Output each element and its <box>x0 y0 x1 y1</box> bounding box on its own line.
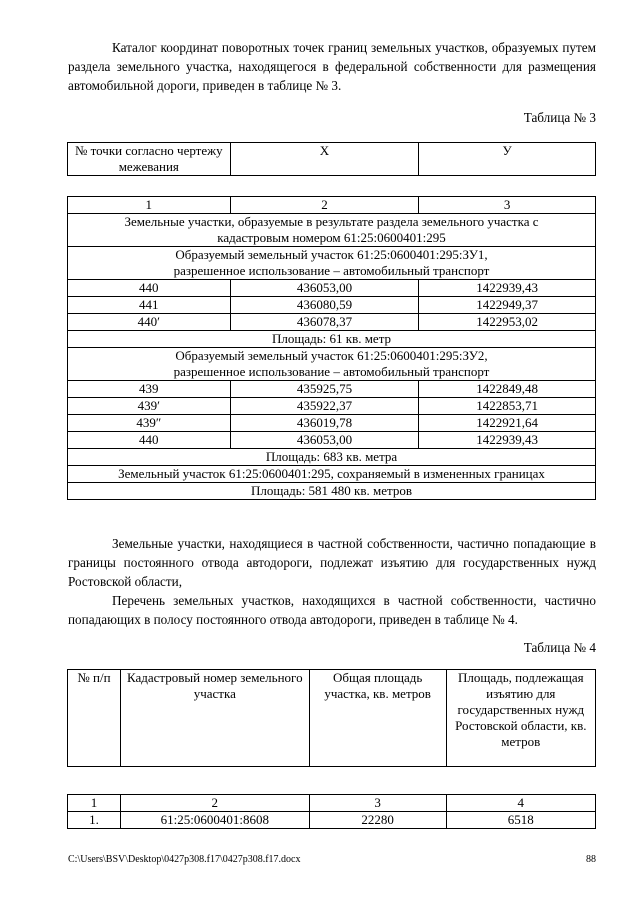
header-cadastral-number: Кадастровый номер земельного участка <box>120 670 309 767</box>
table-cell: 436019,78 <box>230 415 419 432</box>
header-x: X <box>230 143 419 176</box>
table-cell: 6518 <box>446 812 595 829</box>
table-row <box>68 415 596 432</box>
table-cell: 439 <box>68 381 231 398</box>
table-cell: 1 <box>68 197 231 214</box>
table-cell: 2 <box>120 795 309 812</box>
table4-body <box>67 794 596 829</box>
parcel2-area: Площадь: 683 кв. метра <box>68 449 596 466</box>
parcel1-area-row <box>68 331 596 348</box>
parcel1-area: Площадь: 61 кв. метр <box>68 331 596 348</box>
table-cell: 435925,75 <box>230 381 419 398</box>
table-cell: 436053,00 <box>230 432 419 449</box>
table-cell: 1422953,02 <box>419 314 596 331</box>
table-cell: 1422853,71 <box>419 398 596 415</box>
header-y: У <box>419 143 596 176</box>
table-row <box>68 314 596 331</box>
table-row <box>68 280 596 297</box>
table-cell: 2 <box>230 197 419 214</box>
parcel1-title-row <box>68 247 596 280</box>
table3-numbering-row <box>68 197 596 214</box>
table4-numbering-row <box>68 795 596 812</box>
table3-header <box>67 142 596 176</box>
table-cell: 435922,37 <box>230 398 419 415</box>
table-cell: 440 <box>68 432 231 449</box>
table4-header-row <box>68 670 596 767</box>
table-cell: 439′ <box>68 398 231 415</box>
paragraph-seizure: Земельные участки, находящиеся в частной собственности, частично попадающие в границы постоянного отвода автодороги, подлежат изъятию для государственных нужд Ростовской области, <box>68 536 596 589</box>
table-cell: 22280 <box>309 812 446 829</box>
page-number: 88 <box>586 854 596 865</box>
header-point-number: № точки согласно чертежу межевания <box>68 143 231 176</box>
footer-file-path: C:\Users\BSV\Desktop\0427p308.f17\0427p308.f17.docx <box>68 854 301 865</box>
retained-area: Площадь: 581 480 кв. метров <box>68 483 596 500</box>
table-cell: 1422939,43 <box>419 280 596 297</box>
section-title-row <box>68 214 596 247</box>
table-row <box>68 398 596 415</box>
table-cell: 1422949,37 <box>419 297 596 314</box>
table-cell: 1422849,48 <box>419 381 596 398</box>
table-cell: 440 <box>68 280 231 297</box>
retained-area-row <box>68 483 596 500</box>
table3-caption: Таблица № 3 <box>523 110 596 125</box>
table-row <box>68 812 596 829</box>
table3-body <box>67 196 596 500</box>
table-row <box>68 297 596 314</box>
table-cell: 439″ <box>68 415 231 432</box>
retained-title: Земельный участок 61:25:0600401:295, сохраняемый в измененных границах <box>68 466 596 483</box>
paragraph-list: Перечень земельных участков, находящихся в частной собственности, частично попадающих в полосу постоянного отвода автодороги, приведен в таблице № 4. <box>68 593 596 627</box>
table4-header <box>67 669 596 767</box>
table-row <box>68 432 596 449</box>
table-cell: 4 <box>446 795 595 812</box>
parcel1-title: Образуемый земельный участок 61:25:0600401:295:ЗУ1, разрешенное использование – автомобильный транспорт <box>68 247 596 280</box>
parcel2-title: Образуемый земельный участок 61:25:0600401:295:ЗУ2, разрешенное использование – автомобильный транспорт <box>68 348 596 381</box>
parcel2-title-row <box>68 348 596 381</box>
table-cell: 1 <box>68 795 121 812</box>
table-cell: 441 <box>68 297 231 314</box>
table-cell: 1422939,43 <box>419 432 596 449</box>
table-row <box>68 381 596 398</box>
table-cell: 436080,59 <box>230 297 419 314</box>
section-title: Земельные участки, образуемые в результате раздела земельного участка с кадастровым номером 61:25:0600401:295 <box>68 214 596 247</box>
table-cell: 440′ <box>68 314 231 331</box>
intro-paragraph: Каталог координат поворотных точек границ земельных участков, образуемых путем раздела земельного участка, находящегося в федеральной собственности для размещения автомобильной дороги, приведен в таблице № 3. <box>68 40 596 93</box>
table-cell: 3 <box>419 197 596 214</box>
table4-caption: Таблица № 4 <box>523 640 596 655</box>
parcel2-area-row <box>68 449 596 466</box>
table-cell: 1422921,64 <box>419 415 596 432</box>
header-total-area: Общая площадь участка, кв. метров <box>309 670 446 767</box>
retained-title-row <box>68 466 596 483</box>
header-item-number: № п/п <box>68 670 121 767</box>
table-cell: 436078,37 <box>230 314 419 331</box>
table3-header-row <box>68 143 596 176</box>
table-cell: 436053,00 <box>230 280 419 297</box>
table-cell: 1. <box>68 812 121 829</box>
table-cell: 3 <box>309 795 446 812</box>
header-seized-area: Площадь, подлежащая изъятию для государственных нужд Ростовской области, кв. метров <box>446 670 595 767</box>
table-cell: 61:25:0600401:8608 <box>120 812 309 829</box>
